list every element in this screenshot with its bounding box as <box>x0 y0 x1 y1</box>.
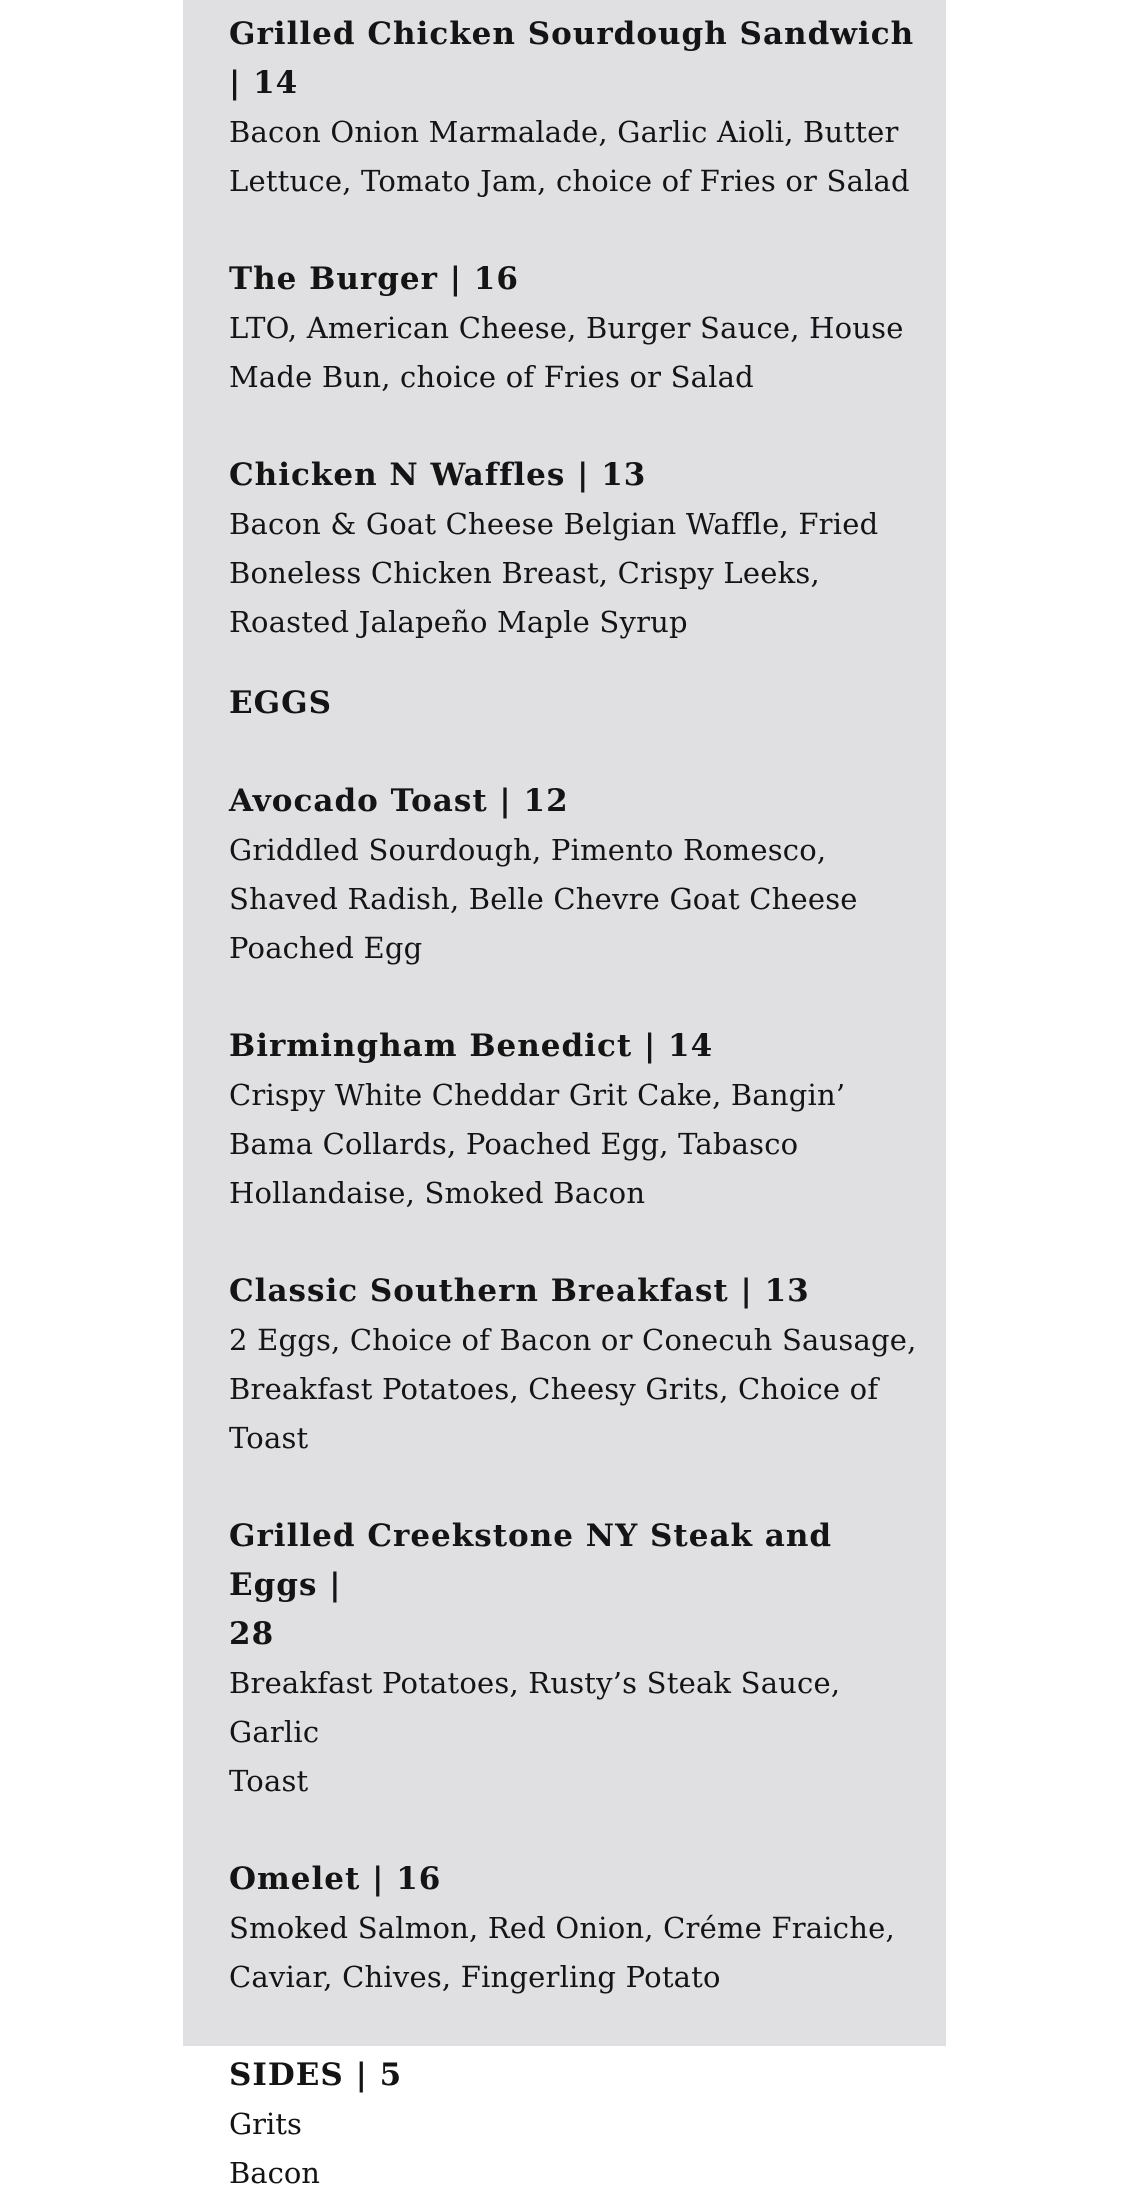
item-title: Omelet | 16 <box>229 1861 442 1897</box>
item-title: Birmingham Benedict | 14 <box>229 1028 714 1064</box>
item-title-price: 28 <box>229 1616 275 1652</box>
item-description-line: LTO, American Cheese, Burger Sauce, House <box>229 311 904 345</box>
item-description-line: Bacon & Goat Cheese Belgian Waffle, Fried <box>229 507 879 541</box>
side-item: Bacon <box>229 2156 320 2190</box>
item-description-line: 2 Eggs, Choice of Bacon or Conecuh Sausage, <box>229 1323 917 1357</box>
item-description-line: Breakfast Potatoes, Cheesy Grits, Choice of <box>229 1372 879 1406</box>
item-title: Grilled Creekstone NY Steak and Eggs | <box>229 1518 833 1603</box>
item-description-line: Made Bun, choice of Fries or Salad <box>229 360 754 394</box>
section-heading: EGGS <box>229 685 332 721</box>
section-sides <box>229 2051 919 2198</box>
menu-item-birmingham-benedict <box>229 1022 919 1218</box>
item-description-line: Boneless Chicken Breast, Crispy Leeks, <box>229 556 820 590</box>
item-title: Avocado Toast | 12 <box>229 783 569 819</box>
item-description-line: Toast <box>229 1421 309 1455</box>
item-title: Chicken N Waffles | 13 <box>229 457 647 493</box>
item-description-line: Caviar, Chives, Fingerling Potato <box>229 1960 721 1994</box>
item-title: Grilled Chicken Sourdough Sandwich | 14 <box>229 16 915 101</box>
menu-item-omelet <box>229 1855 919 2002</box>
item-description-line: Crispy White Cheddar Grit Cake, Bangin’ <box>229 1078 846 1112</box>
item-description-line: Smoked Salmon, Red Onion, Créme Fraiche, <box>229 1911 895 1945</box>
item-description-line: Bama Collards, Poached Egg, Tabasco <box>229 1127 799 1161</box>
menu-item-classic-southern-breakfast <box>229 1267 919 1463</box>
menu-item-chicken-n-waffles <box>229 451 919 647</box>
item-title: Classic Southern Breakfast | 13 <box>229 1273 810 1309</box>
item-description-line: Hollandaise, Smoked Bacon <box>229 1176 646 1210</box>
item-description-line: Roasted Jalapeño Maple Syrup <box>229 605 688 639</box>
menu-panel <box>183 0 946 2190</box>
menu-content <box>229 10 919 2198</box>
item-description-line: Toast <box>229 1764 309 1798</box>
item-description-line: Poached Egg <box>229 931 423 965</box>
menu-item-the-burger <box>229 255 919 402</box>
section-eggs <box>229 679 919 728</box>
item-title: The Burger | 16 <box>229 261 519 297</box>
side-item: Grits <box>229 2107 302 2141</box>
menu-item-steak-and-eggs <box>229 1512 919 1806</box>
item-description-line: Breakfast Potatoes, Rusty’s Steak Sauce, Garlic <box>229 1666 841 1749</box>
section-heading: SIDES | 5 <box>229 2057 403 2093</box>
item-description-line: Griddled Sourdough, Pimento Romesco, <box>229 833 827 867</box>
item-description-line: Lettuce, Tomato Jam, choice of Fries or Salad <box>229 164 910 198</box>
menu-item-grilled-chicken-sandwich <box>229 10 919 206</box>
item-description-line: Bacon Onion Marmalade, Garlic Aioli, Butter <box>229 115 899 149</box>
menu-item-avocado-toast <box>229 777 919 973</box>
item-description-line: Shaved Radish, Belle Chevre Goat Cheese <box>229 882 858 916</box>
